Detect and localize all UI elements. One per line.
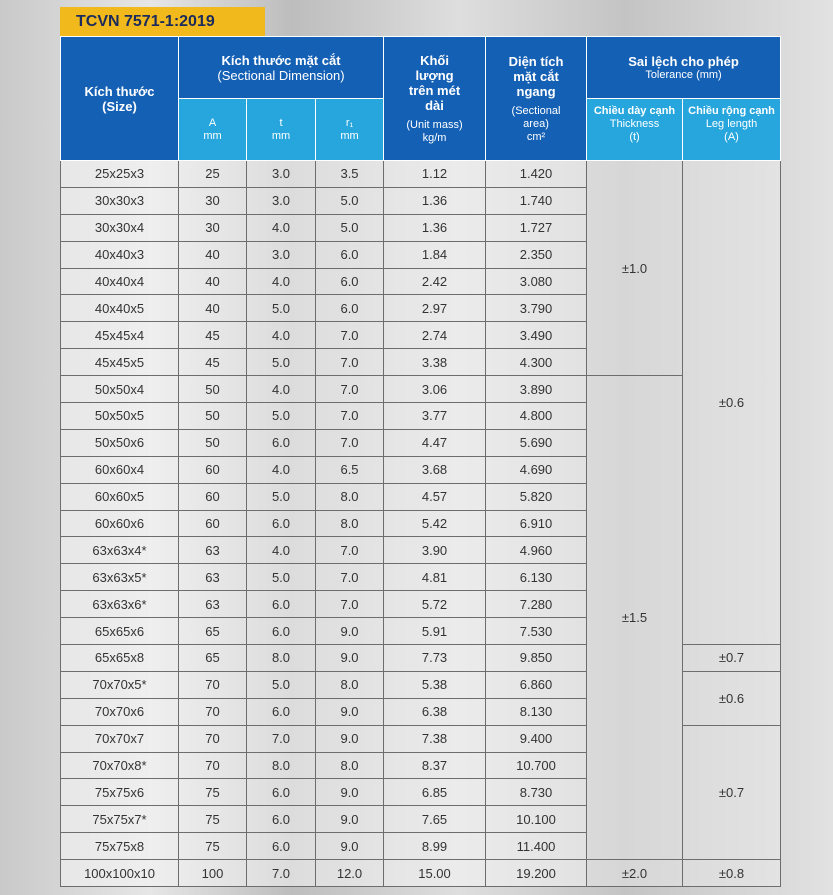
r-cell: 7.0: [316, 322, 384, 349]
r-cell: 6.0: [316, 295, 384, 322]
r-cell: 6.0: [316, 241, 384, 268]
unit-mass-cell: 5.91: [384, 618, 486, 645]
unit-mass-cell: 8.37: [384, 752, 486, 779]
col-a-header: A mm: [179, 99, 247, 161]
t-cell: 6.0: [247, 698, 316, 725]
t-cell: 4.0: [247, 376, 316, 403]
unit-mass-cell: 3.77: [384, 403, 486, 430]
a-cell: 70: [179, 698, 247, 725]
leg-tolerance-cell: ±0.7: [683, 645, 781, 672]
size-cell: 50x50x6: [61, 429, 179, 456]
leg-tolerance-cell: ±0.7: [683, 725, 781, 859]
r-cell: 7.0: [316, 591, 384, 618]
size-cell: 63x63x5*: [61, 564, 179, 591]
a-cell: 60: [179, 456, 247, 483]
r-cell: 6.0: [316, 268, 384, 295]
a-cell: 40: [179, 295, 247, 322]
r-cell: 6.5: [316, 456, 384, 483]
unit-mass-cell: 8.99: [384, 833, 486, 860]
standard-title: TCVN 7571-1:2019: [60, 7, 265, 37]
a-cell: 60: [179, 510, 247, 537]
size-cell: 60x60x5: [61, 483, 179, 510]
area-cell: 9.850: [486, 645, 587, 672]
area-cell: 10.700: [486, 752, 587, 779]
sectional-area-header: Diện tích mặt cắt ngang (Sectional area) cm²: [486, 37, 587, 161]
r-cell: 8.0: [316, 671, 384, 698]
r-cell: 8.0: [316, 483, 384, 510]
area-cell: 2.350: [486, 241, 587, 268]
r-cell: 9.0: [316, 806, 384, 833]
unit-mass-header: Khối lượng trên mét dài (Unit mass) kg/m: [384, 37, 486, 161]
r-cell: 9.0: [316, 833, 384, 860]
col-r-header: r₁ mm: [316, 99, 384, 161]
area-cell: 1.420: [486, 161, 587, 188]
size-cell: 60x60x6: [61, 510, 179, 537]
angle-steel-table-container: [60, 36, 781, 887]
a-cell: 63: [179, 564, 247, 591]
a-cell: 100: [179, 860, 247, 887]
t-cell: 6.0: [247, 429, 316, 456]
size-cell: 75x75x8: [61, 833, 179, 860]
a-cell: 60: [179, 483, 247, 510]
area-cell: 6.910: [486, 510, 587, 537]
unit-mass-cell: 3.06: [384, 376, 486, 403]
a-cell: 70: [179, 671, 247, 698]
a-cell: 50: [179, 403, 247, 430]
tolerance-header: Sai lệch cho phép Tolerance (mm): [587, 37, 781, 99]
unit-mass-cell: 5.72: [384, 591, 486, 618]
unit-mass-cell: 6.38: [384, 698, 486, 725]
unit-mass-cell: 2.97: [384, 295, 486, 322]
t-cell: 4.0: [247, 214, 316, 241]
unit-mass-cell: 7.38: [384, 725, 486, 752]
a-cell: 75: [179, 779, 247, 806]
t-cell: 4.0: [247, 322, 316, 349]
table-header: [61, 37, 781, 161]
angle-steel-table: [60, 36, 781, 887]
area-cell: 7.280: [486, 591, 587, 618]
area-cell: 4.800: [486, 403, 587, 430]
r-cell: 7.0: [316, 537, 384, 564]
unit-mass-cell: 6.85: [384, 779, 486, 806]
unit-mass-cell: 3.90: [384, 537, 486, 564]
unit-mass-cell: 5.42: [384, 510, 486, 537]
unit-mass-cell: 4.57: [384, 483, 486, 510]
area-cell: 8.730: [486, 779, 587, 806]
t-cell: 4.0: [247, 537, 316, 564]
unit-mass-cell: 1.36: [384, 187, 486, 214]
a-cell: 30: [179, 214, 247, 241]
r-cell: 12.0: [316, 860, 384, 887]
size-cell: 63x63x4*: [61, 537, 179, 564]
area-cell: 8.130: [486, 698, 587, 725]
t-cell: 7.0: [247, 725, 316, 752]
r-cell: 9.0: [316, 618, 384, 645]
r-cell: 7.0: [316, 564, 384, 591]
t-cell: 6.0: [247, 779, 316, 806]
r-cell: 5.0: [316, 187, 384, 214]
unit-mass-cell: 2.42: [384, 268, 486, 295]
size-cell: 30x30x3: [61, 187, 179, 214]
unit-mass-cell: 3.68: [384, 456, 486, 483]
col-t-header: t mm: [247, 99, 316, 161]
a-cell: 75: [179, 833, 247, 860]
a-cell: 50: [179, 429, 247, 456]
size-cell: 30x30x4: [61, 214, 179, 241]
size-cell: 40x40x5: [61, 295, 179, 322]
size-cell: 70x70x5*: [61, 671, 179, 698]
t-cell: 6.0: [247, 806, 316, 833]
unit-mass-cell: 2.74: [384, 322, 486, 349]
t-cell: 5.0: [247, 403, 316, 430]
table-body: [61, 161, 781, 887]
table-row: [61, 161, 781, 188]
area-cell: 4.690: [486, 456, 587, 483]
table-row: [61, 860, 781, 887]
area-cell: 4.300: [486, 349, 587, 376]
leg-tolerance-cell: ±0.6: [683, 671, 781, 725]
t-cell: 3.0: [247, 241, 316, 268]
size-cell: 45x45x5: [61, 349, 179, 376]
size-cell: 25x25x3: [61, 161, 179, 188]
size-cell: 40x40x4: [61, 268, 179, 295]
a-cell: 25: [179, 161, 247, 188]
r-cell: 7.0: [316, 429, 384, 456]
r-cell: 7.0: [316, 349, 384, 376]
unit-mass-cell: 1.84: [384, 241, 486, 268]
area-cell: 7.530: [486, 618, 587, 645]
t-cell: 6.0: [247, 833, 316, 860]
table-row: [61, 376, 781, 403]
area-cell: 9.400: [486, 725, 587, 752]
t-cell: 5.0: [247, 295, 316, 322]
a-cell: 70: [179, 725, 247, 752]
area-cell: 11.400: [486, 833, 587, 860]
a-cell: 75: [179, 806, 247, 833]
thickness-tolerance-cell: ±2.0: [587, 860, 683, 887]
a-cell: 63: [179, 591, 247, 618]
r-cell: 9.0: [316, 645, 384, 672]
t-cell: 7.0: [247, 860, 316, 887]
r-cell: 7.0: [316, 403, 384, 430]
a-cell: 40: [179, 241, 247, 268]
size-cell: 50x50x4: [61, 376, 179, 403]
a-cell: 63: [179, 537, 247, 564]
unit-mass-cell: 1.12: [384, 161, 486, 188]
t-cell: 6.0: [247, 510, 316, 537]
t-cell: 5.0: [247, 671, 316, 698]
unit-mass-cell: 5.38: [384, 671, 486, 698]
area-cell: 4.960: [486, 537, 587, 564]
size-cell: 45x45x4: [61, 322, 179, 349]
area-cell: 3.790: [486, 295, 587, 322]
area-cell: 1.727: [486, 214, 587, 241]
t-cell: 6.0: [247, 618, 316, 645]
area-cell: 10.100: [486, 806, 587, 833]
t-cell: 5.0: [247, 349, 316, 376]
r-cell: 8.0: [316, 752, 384, 779]
a-cell: 65: [179, 645, 247, 672]
size-cell: 70x70x7: [61, 725, 179, 752]
unit-mass-cell: 1.36: [384, 214, 486, 241]
r-cell: 7.0: [316, 376, 384, 403]
r-cell: 9.0: [316, 779, 384, 806]
area-cell: 5.690: [486, 429, 587, 456]
t-cell: 5.0: [247, 483, 316, 510]
r-cell: 5.0: [316, 214, 384, 241]
unit-mass-cell: 15.00: [384, 860, 486, 887]
t-cell: 4.0: [247, 268, 316, 295]
area-cell: 6.860: [486, 671, 587, 698]
t-cell: 8.0: [247, 645, 316, 672]
area-cell: 3.490: [486, 322, 587, 349]
size-cell: 65x65x8: [61, 645, 179, 672]
area-cell: 19.200: [486, 860, 587, 887]
area-cell: 3.890: [486, 376, 587, 403]
a-cell: 30: [179, 187, 247, 214]
area-cell: 1.740: [486, 187, 587, 214]
area-cell: 5.820: [486, 483, 587, 510]
unit-mass-cell: 7.73: [384, 645, 486, 672]
size-cell: 75x75x6: [61, 779, 179, 806]
leg-tolerance-cell: ±0.6: [683, 161, 781, 645]
unit-mass-cell: 7.65: [384, 806, 486, 833]
thickness-tolerance-cell: ±1.5: [587, 376, 683, 860]
a-cell: 65: [179, 618, 247, 645]
a-cell: 40: [179, 268, 247, 295]
thickness-header: Chiều dày cạnh Thickness (t): [587, 99, 683, 161]
size-cell: 40x40x3: [61, 241, 179, 268]
area-cell: 6.130: [486, 564, 587, 591]
r-cell: 9.0: [316, 725, 384, 752]
a-cell: 50: [179, 376, 247, 403]
size-cell: 70x70x6: [61, 698, 179, 725]
thickness-tolerance-cell: ±1.0: [587, 161, 683, 376]
a-cell: 45: [179, 322, 247, 349]
t-cell: 5.0: [247, 564, 316, 591]
size-header: Kích thước (Size): [61, 37, 179, 161]
unit-mass-cell: 4.81: [384, 564, 486, 591]
r-cell: 3.5: [316, 161, 384, 188]
t-cell: 3.0: [247, 187, 316, 214]
sectional-dimension-header: Kích thước mặt cắt (Sectional Dimension): [179, 37, 384, 99]
area-cell: 3.080: [486, 268, 587, 295]
size-cell: 63x63x6*: [61, 591, 179, 618]
r-cell: 9.0: [316, 698, 384, 725]
size-cell: 70x70x8*: [61, 752, 179, 779]
t-cell: 8.0: [247, 752, 316, 779]
t-cell: 3.0: [247, 161, 316, 188]
t-cell: 4.0: [247, 456, 316, 483]
size-cell: 60x60x4: [61, 456, 179, 483]
t-cell: 6.0: [247, 591, 316, 618]
unit-mass-cell: 4.47: [384, 429, 486, 456]
a-cell: 45: [179, 349, 247, 376]
leg-tolerance-cell: ±0.8: [683, 860, 781, 887]
size-cell: 75x75x7*: [61, 806, 179, 833]
unit-mass-cell: 3.38: [384, 349, 486, 376]
r-cell: 8.0: [316, 510, 384, 537]
leg-length-header: Chiều rộng cạnh Leg length (A): [683, 99, 781, 161]
size-cell: 50x50x5: [61, 403, 179, 430]
size-cell: 65x65x6: [61, 618, 179, 645]
size-cell: 100x100x10: [61, 860, 179, 887]
a-cell: 70: [179, 752, 247, 779]
